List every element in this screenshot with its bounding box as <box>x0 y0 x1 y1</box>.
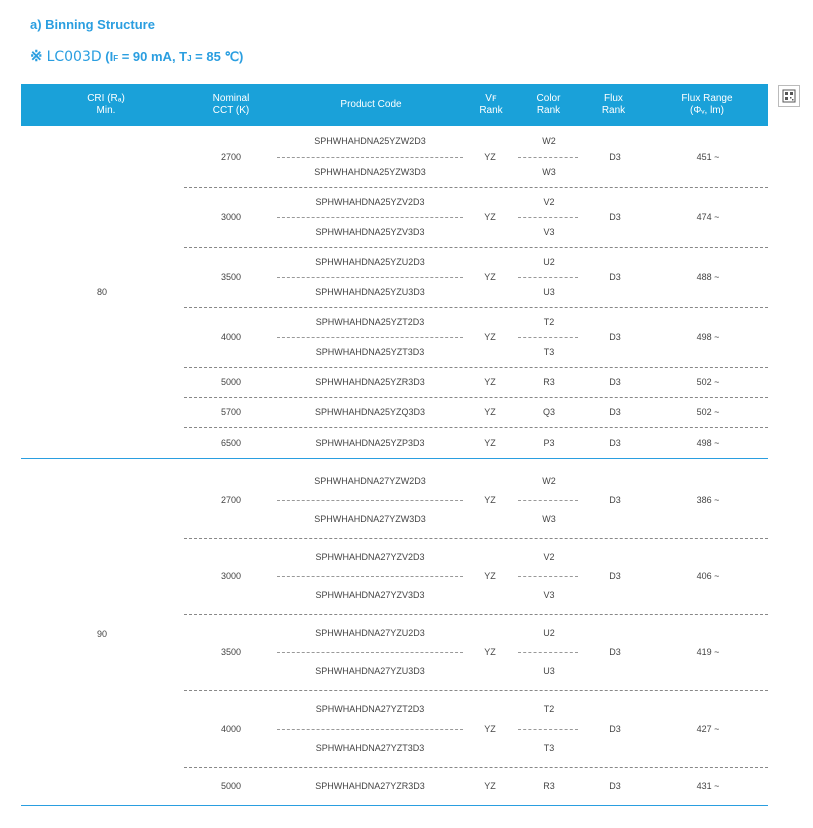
sub-row-divider <box>518 576 578 577</box>
cct-cell: 4000 <box>220 723 242 734</box>
sub-row-divider <box>518 217 578 218</box>
flux-range-cell: 488 ~ <box>696 272 720 282</box>
color-rank-cell: T3 <box>543 742 555 753</box>
product-code-cell: SPHWHAHDNA25YZU2D3 <box>315 257 425 267</box>
product-code-cell: SPHWHAHDNA25YZV2D3 <box>315 197 425 207</box>
color-rank-cell: R3 <box>543 781 555 791</box>
row-divider <box>184 427 768 428</box>
product-code-cell: SPHWHAHDNA25YZP3D3 <box>315 437 425 448</box>
vf-rank-cell: YZ <box>484 723 496 734</box>
vf-rank-cell: YZ <box>484 332 496 342</box>
product-code-cell: SPHWHAHDNA25YZQ3D3 <box>314 407 426 417</box>
flux-rank-cell: D3 <box>609 647 621 657</box>
product-code-cell: SPHWHAHDNA27YZT2D3 <box>315 704 425 715</box>
group-divider <box>21 805 768 806</box>
sub-row-divider <box>277 337 463 338</box>
vf-rank-cell: YZ <box>484 377 496 387</box>
flux-range-cell: 427 ~ <box>696 723 720 734</box>
cct-cell: 4000 <box>220 332 242 342</box>
sub-row-divider <box>277 277 463 278</box>
flux-range-cell: 474 ~ <box>696 212 720 222</box>
product-code-cell: SPHWHAHDNA25YZW3D3 <box>314 166 426 177</box>
sub-row-divider <box>277 729 463 730</box>
row-divider <box>184 690 768 691</box>
cct-cell: 3000 <box>220 212 242 222</box>
sub-row-divider <box>518 500 578 501</box>
flux-rank-cell: D3 <box>609 377 621 387</box>
row-divider <box>184 614 768 615</box>
qr-grid-icon[interactable] <box>778 85 800 107</box>
color-rank-cell: Q3 <box>542 407 556 417</box>
flux-rank-cell: D3 <box>609 151 621 162</box>
row-divider <box>184 538 768 539</box>
color-rank-cell: U3 <box>543 287 555 297</box>
table-header <box>21 84 768 126</box>
flux-range-cell: 502 ~ <box>696 407 720 417</box>
vf-rank-cell: YZ <box>484 272 496 282</box>
cct-cell: 3500 <box>220 647 242 657</box>
color-rank-cell: U2 <box>543 628 555 638</box>
product-code-cell: SPHWHAHDNA25YZR3D3 <box>315 377 425 387</box>
header-vf-rank: Vꜰ Rank <box>479 93 503 116</box>
header-flux-range: Flux Range (Φᵥ, lm) <box>681 93 733 116</box>
row-divider <box>184 397 768 398</box>
flux-range-cell: 502 ~ <box>696 377 720 387</box>
product-code-cell: SPHWHAHDNA27YZV2D3 <box>315 552 425 562</box>
row-divider <box>184 307 768 308</box>
flux-range-cell: 419 ~ <box>696 647 720 657</box>
flux-rank-cell: D3 <box>609 437 621 448</box>
flux-rank-cell: D3 <box>609 781 621 791</box>
vf-rank-cell: YZ <box>484 495 496 505</box>
flux-range-cell: 498 ~ <box>696 332 720 342</box>
color-rank-cell: R3 <box>543 377 555 387</box>
color-rank-cell: W2 <box>542 136 556 147</box>
sub-row-divider <box>277 217 463 218</box>
vf-rank-cell: YZ <box>484 647 496 657</box>
color-rank-cell: T2 <box>543 704 555 715</box>
color-rank-cell: V3 <box>543 227 555 237</box>
header-cct: Nominal CCT (K) <box>212 93 250 116</box>
sub-row-divider <box>277 576 463 577</box>
cri-cell: 90 <box>96 628 108 639</box>
flux-rank-cell: D3 <box>609 571 621 581</box>
header-cri: CRI (Rₐ) Min. <box>87 93 125 116</box>
color-rank-cell: U2 <box>543 257 555 267</box>
row-divider <box>184 247 768 248</box>
vf-rank-cell: YZ <box>484 151 496 162</box>
flux-rank-cell: D3 <box>609 272 621 282</box>
flux-rank-cell: D3 <box>609 495 621 505</box>
sub-row-divider <box>518 652 578 653</box>
color-rank-cell: T3 <box>543 347 555 357</box>
cct-cell: 2700 <box>220 495 242 505</box>
flux-rank-cell: D3 <box>609 332 621 342</box>
product-code-cell: SPHWHAHDNA25YZW2D3 <box>314 136 426 147</box>
product-subtitle: ※ LC003D (IF = 90 mA, TJ = 85 ℃) <box>30 48 244 65</box>
product-code-cell: SPHWHAHDNA25YZT2D3 <box>315 317 425 327</box>
product-code-cell: SPHWHAHDNA27YZT3D3 <box>315 742 425 753</box>
vf-rank-cell: YZ <box>484 437 496 448</box>
cct-cell: 3500 <box>220 272 242 282</box>
flux-rank-cell: D3 <box>609 407 621 417</box>
flux-range-cell: 386 ~ <box>696 495 720 505</box>
sub-row-divider <box>277 500 463 501</box>
header-flux-rank: Flux Rank <box>601 93 626 116</box>
vf-rank-cell: YZ <box>484 571 496 581</box>
sub-row-divider <box>277 157 463 158</box>
reference-mark-icon: ※ <box>30 48 43 65</box>
sub-row-divider <box>518 337 578 338</box>
color-rank-cell: P3 <box>543 437 555 448</box>
color-rank-cell: W3 <box>542 166 556 177</box>
header-color-rank: Color Rank <box>536 93 561 116</box>
vf-rank-cell: YZ <box>484 212 496 222</box>
color-rank-cell: V2 <box>543 197 555 207</box>
color-rank-cell: V2 <box>543 552 555 562</box>
flux-range-cell: 498 ~ <box>696 437 720 448</box>
row-divider <box>184 187 768 188</box>
flux-range-cell: 406 ~ <box>696 571 720 581</box>
row-divider <box>184 767 768 768</box>
cri-cell: 80 <box>96 287 108 297</box>
product-code-cell: SPHWHAHDNA27YZV3D3 <box>315 590 425 600</box>
product-code-cell: SPHWHAHDNA27YZW3D3 <box>314 514 426 524</box>
color-rank-cell: U3 <box>543 666 555 676</box>
sub-row-divider <box>518 729 578 730</box>
cct-cell: 2700 <box>220 151 242 162</box>
color-rank-cell: V3 <box>543 590 555 600</box>
flux-rank-cell: D3 <box>609 723 621 734</box>
group-divider <box>21 458 768 459</box>
sub-row-divider <box>277 652 463 653</box>
product-name: LC003D <box>46 49 102 65</box>
section-title: a) Binning Structure <box>30 17 155 32</box>
product-code-cell: SPHWHAHDNA25YZT3D3 <box>315 347 425 357</box>
cct-cell: 5000 <box>220 377 242 387</box>
product-code-cell: SPHWHAHDNA27YZR3D3 <box>315 781 425 791</box>
cct-cell: 3000 <box>220 571 242 581</box>
cct-cell: 5700 <box>220 407 242 417</box>
vf-rank-cell: YZ <box>484 781 496 791</box>
product-code-cell: SPHWHAHDNA25YZU3D3 <box>315 287 425 297</box>
flux-range-cell: 431 ~ <box>696 781 720 791</box>
color-rank-cell: W2 <box>542 476 556 486</box>
header-product-code: Product Code <box>340 99 402 110</box>
cct-cell: 5000 <box>220 781 242 791</box>
product-code-cell: SPHWHAHDNA27YZW2D3 <box>314 476 426 486</box>
product-code-cell: SPHWHAHDNA25YZV3D3 <box>315 227 425 237</box>
cct-cell: 6500 <box>220 437 242 448</box>
color-rank-cell: T2 <box>543 317 555 327</box>
product-code-cell: SPHWHAHDNA27YZU2D3 <box>315 628 425 638</box>
color-rank-cell: W3 <box>542 514 556 524</box>
sub-row-divider <box>518 157 578 158</box>
flux-rank-cell: D3 <box>609 212 621 222</box>
sub-row-divider <box>518 277 578 278</box>
vf-rank-cell: YZ <box>484 407 496 417</box>
flux-range-cell: 451 ~ <box>696 151 720 162</box>
row-divider <box>184 367 768 368</box>
product-code-cell: SPHWHAHDNA27YZU3D3 <box>315 666 425 676</box>
